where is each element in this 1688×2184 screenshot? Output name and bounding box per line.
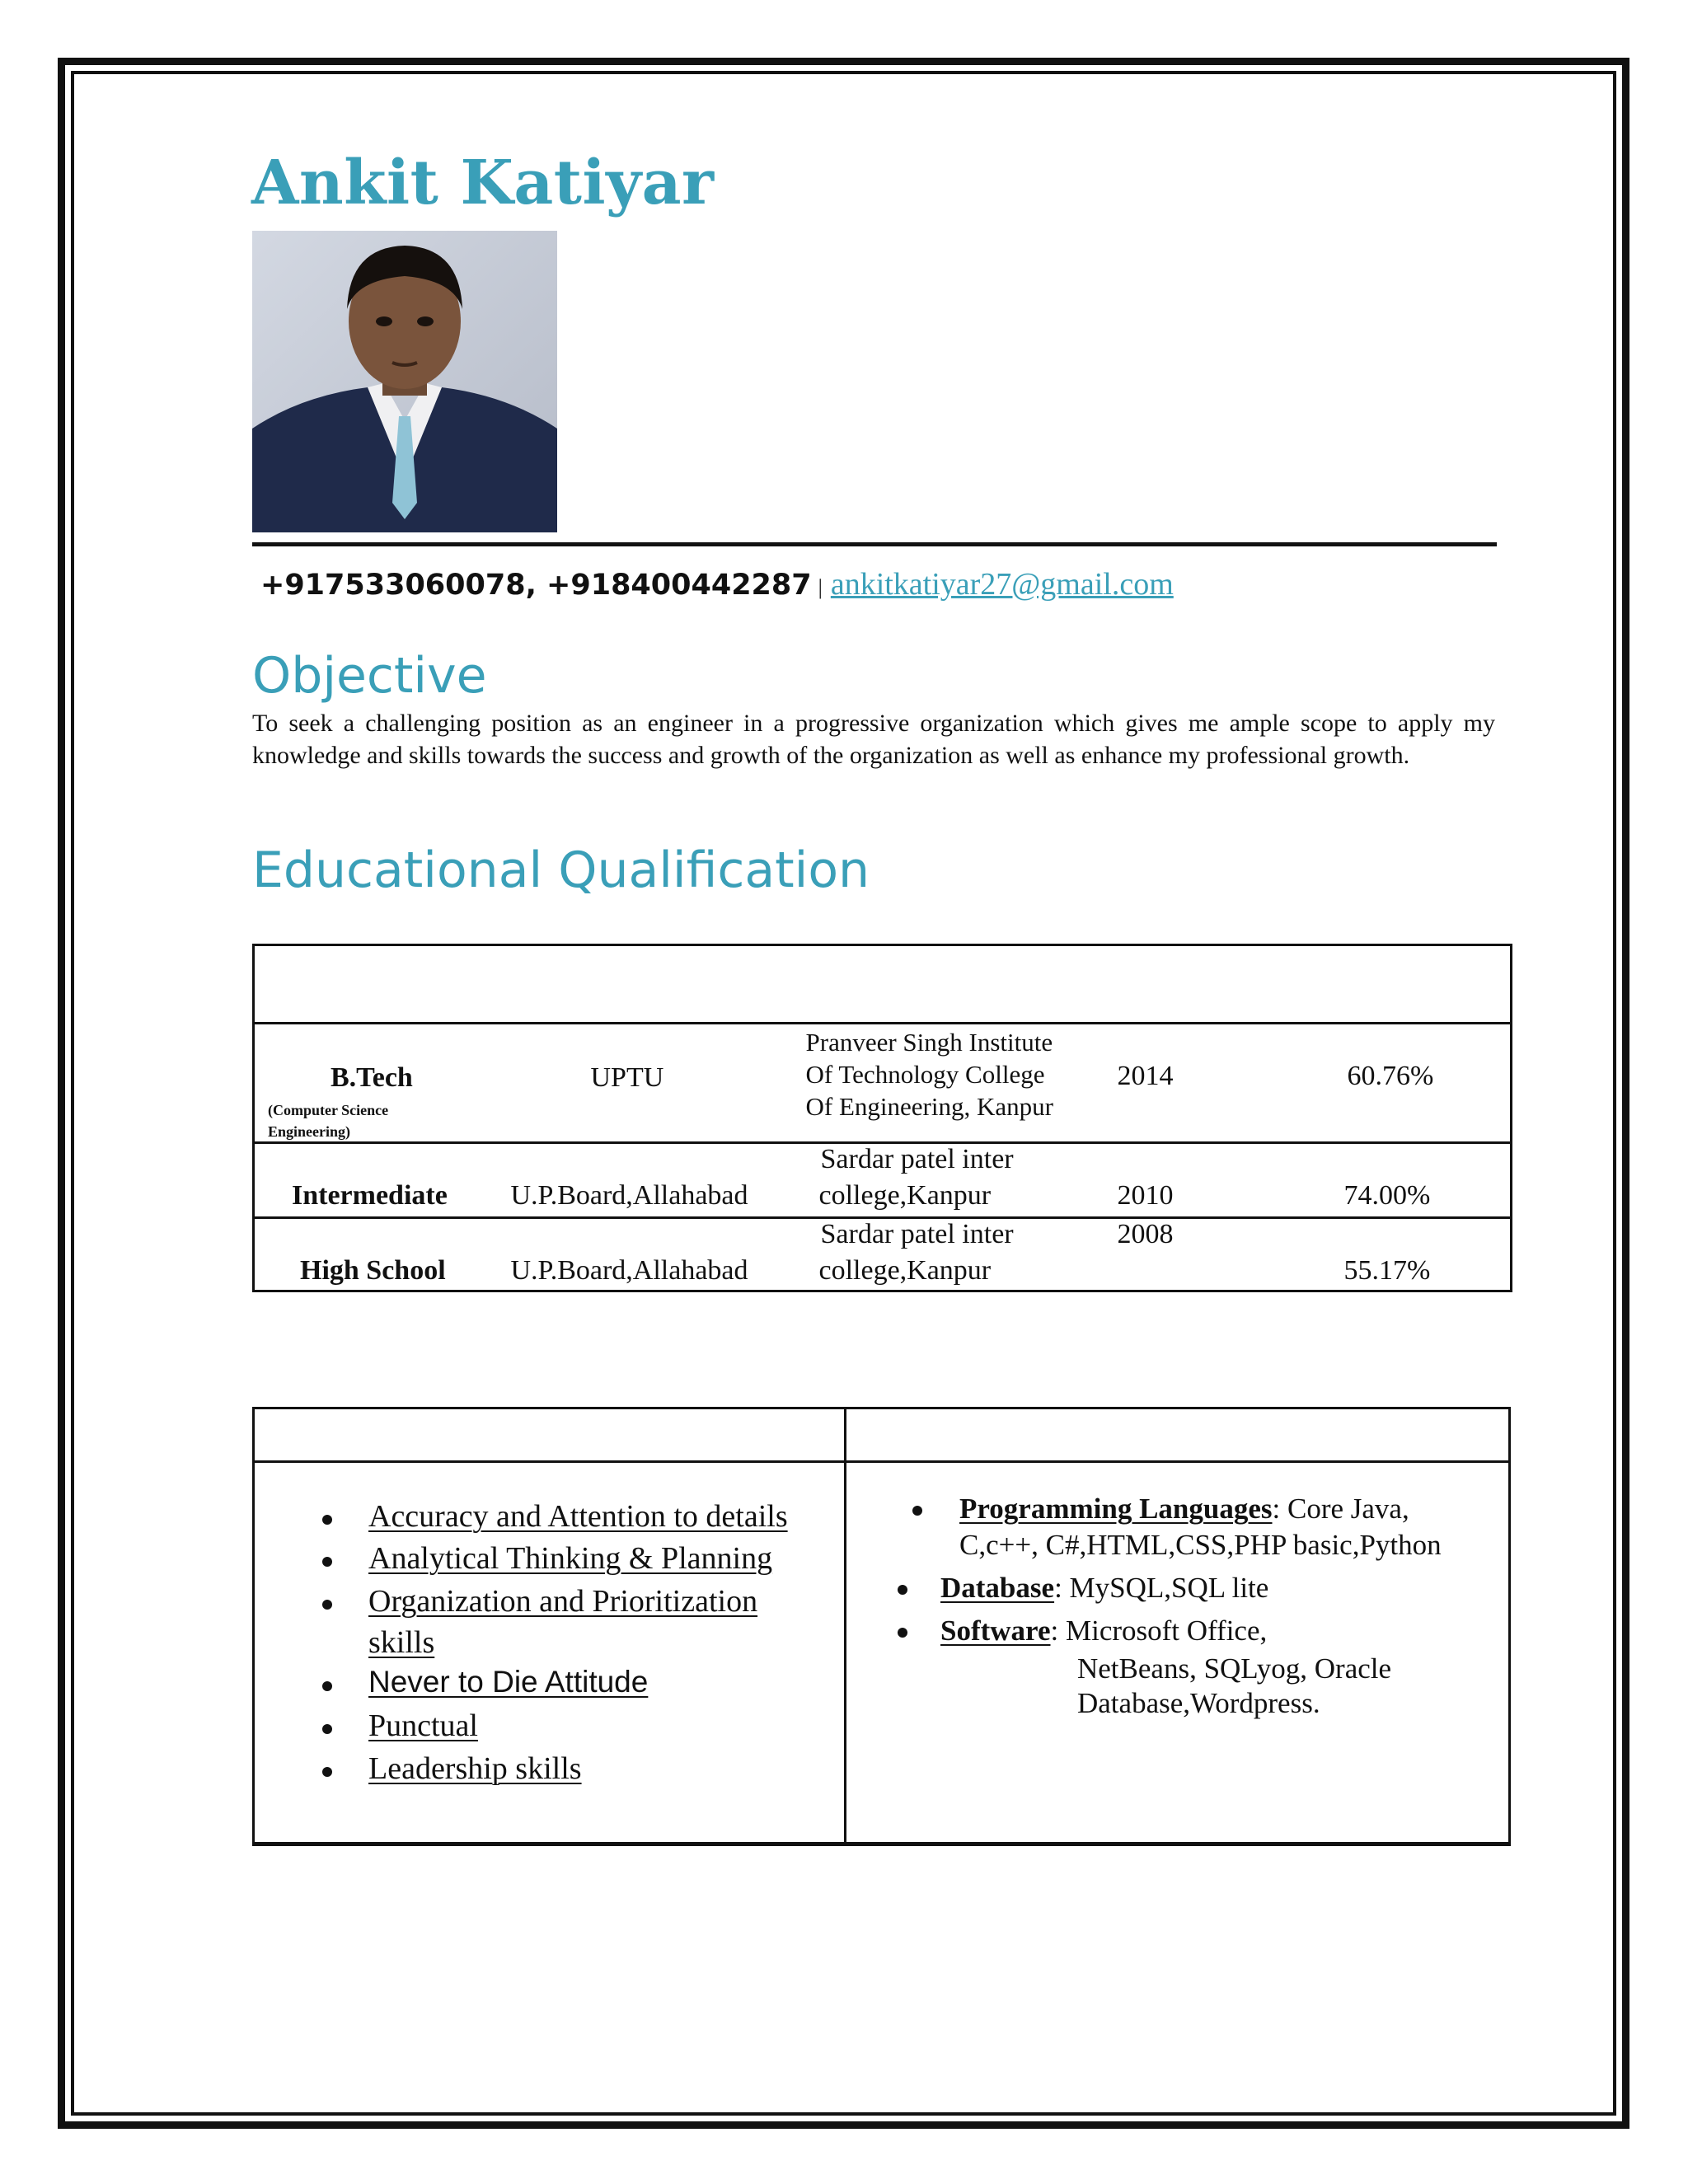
score: 60.76% [1347,1061,1434,1091]
skills-body-row [254,1462,1510,1844]
bullet-icon [912,1506,922,1516]
database-value: : MySQL,SQL lite [1054,1572,1269,1604]
software-value: Database,Wordpress. [1077,1687,1320,1719]
programming-value: C,c++, C#,HTML,CSS,PHP basic,Python [959,1529,1442,1561]
phone-numbers: +917533060078, +918400442287 [260,569,812,602]
software [940,1615,1267,1647]
soft-skill-item: skills [368,1625,435,1660]
programming-languages [959,1493,1409,1526]
soft-skill-item: Never to Die Attitude [368,1665,649,1699]
database-label: Database [940,1572,1055,1604]
year: 2014 [1117,1061,1174,1091]
education-table [252,944,1512,1292]
bullet-icon [322,1767,332,1777]
software-value: NetBeans, SQLyog, Oracle [1077,1652,1392,1685]
board: UPTU [590,1062,664,1093]
technical-skills-cell [846,1462,1510,1844]
bullet-icon [898,1628,907,1638]
institute: Sardar patel inter [820,1219,1014,1249]
table-row [254,1024,1512,1143]
bullet-icon [322,1600,332,1610]
specialization: Engineering) [268,1123,351,1140]
institute: Of Engineering, Kanpur [805,1092,1053,1121]
contact-separator: | [818,575,823,599]
year: 2008 [1117,1219,1174,1249]
email-link[interactable]: ankitkatiyar27@gmail.com [830,567,1174,602]
profile-photo [252,231,557,532]
institute: Pranveer Singh Institute [805,1028,1053,1057]
institute: Of Technology College [805,1060,1045,1089]
soft-skill-item: Leadership skills [368,1751,582,1786]
bullet-icon [322,1557,332,1567]
candidate-name: Ankit Katiyar [251,148,715,218]
table-row [254,1143,1512,1218]
bullet-icon [322,1515,332,1525]
objective-heading: Objective [252,647,487,705]
score: 55.17% [1343,1255,1431,1286]
degree: High School [300,1255,446,1286]
degree: Intermediate [292,1180,448,1211]
board: U.P.Board,Allahabad [510,1180,748,1211]
software-value: : Microsoft Office, [1050,1615,1268,1647]
software-label: Software [940,1615,1051,1647]
table-row [254,1218,1512,1291]
institute: Sardar patel inter [820,1144,1014,1174]
education-header-row [254,945,1512,1024]
skills-table [252,1407,1511,1846]
header-divider [252,542,1497,546]
bullet-icon [322,1681,332,1691]
soft-skill-item: Analytical Thinking & Planning [368,1541,773,1576]
bullet-icon [322,1724,332,1734]
specialization: (Computer Science [268,1102,389,1118]
objective-text: To seek a challenging position as an engineer in a progressive organization which gives me ample scope to apply my knowledge and skills towards the success and growth of the organization as well as enhance my professional growth. [252,710,1495,769]
bullet-icon [898,1585,907,1595]
programming-label: Programming Languages [959,1493,1273,1525]
year: 2010 [1117,1180,1174,1211]
institute: college,Kanpur [818,1180,992,1211]
institute: college,Kanpur [818,1255,992,1286]
contact-line [260,564,1174,608]
education-heading: Educational Qualification [252,841,870,899]
score: 74.00% [1343,1180,1431,1211]
soft-skills-cell [254,1462,846,1844]
soft-skill-item: Organization and Prioritization [368,1584,758,1619]
soft-skill-item: Accuracy and Attention to details [368,1499,788,1534]
degree: B.Tech [331,1062,413,1093]
board: U.P.Board,Allahabad [510,1255,748,1286]
skills-header-row [254,1408,1510,1462]
soft-skill-item: Punctual [368,1708,478,1743]
programming-value: : Core Java, [1272,1493,1409,1525]
database [940,1572,1268,1605]
